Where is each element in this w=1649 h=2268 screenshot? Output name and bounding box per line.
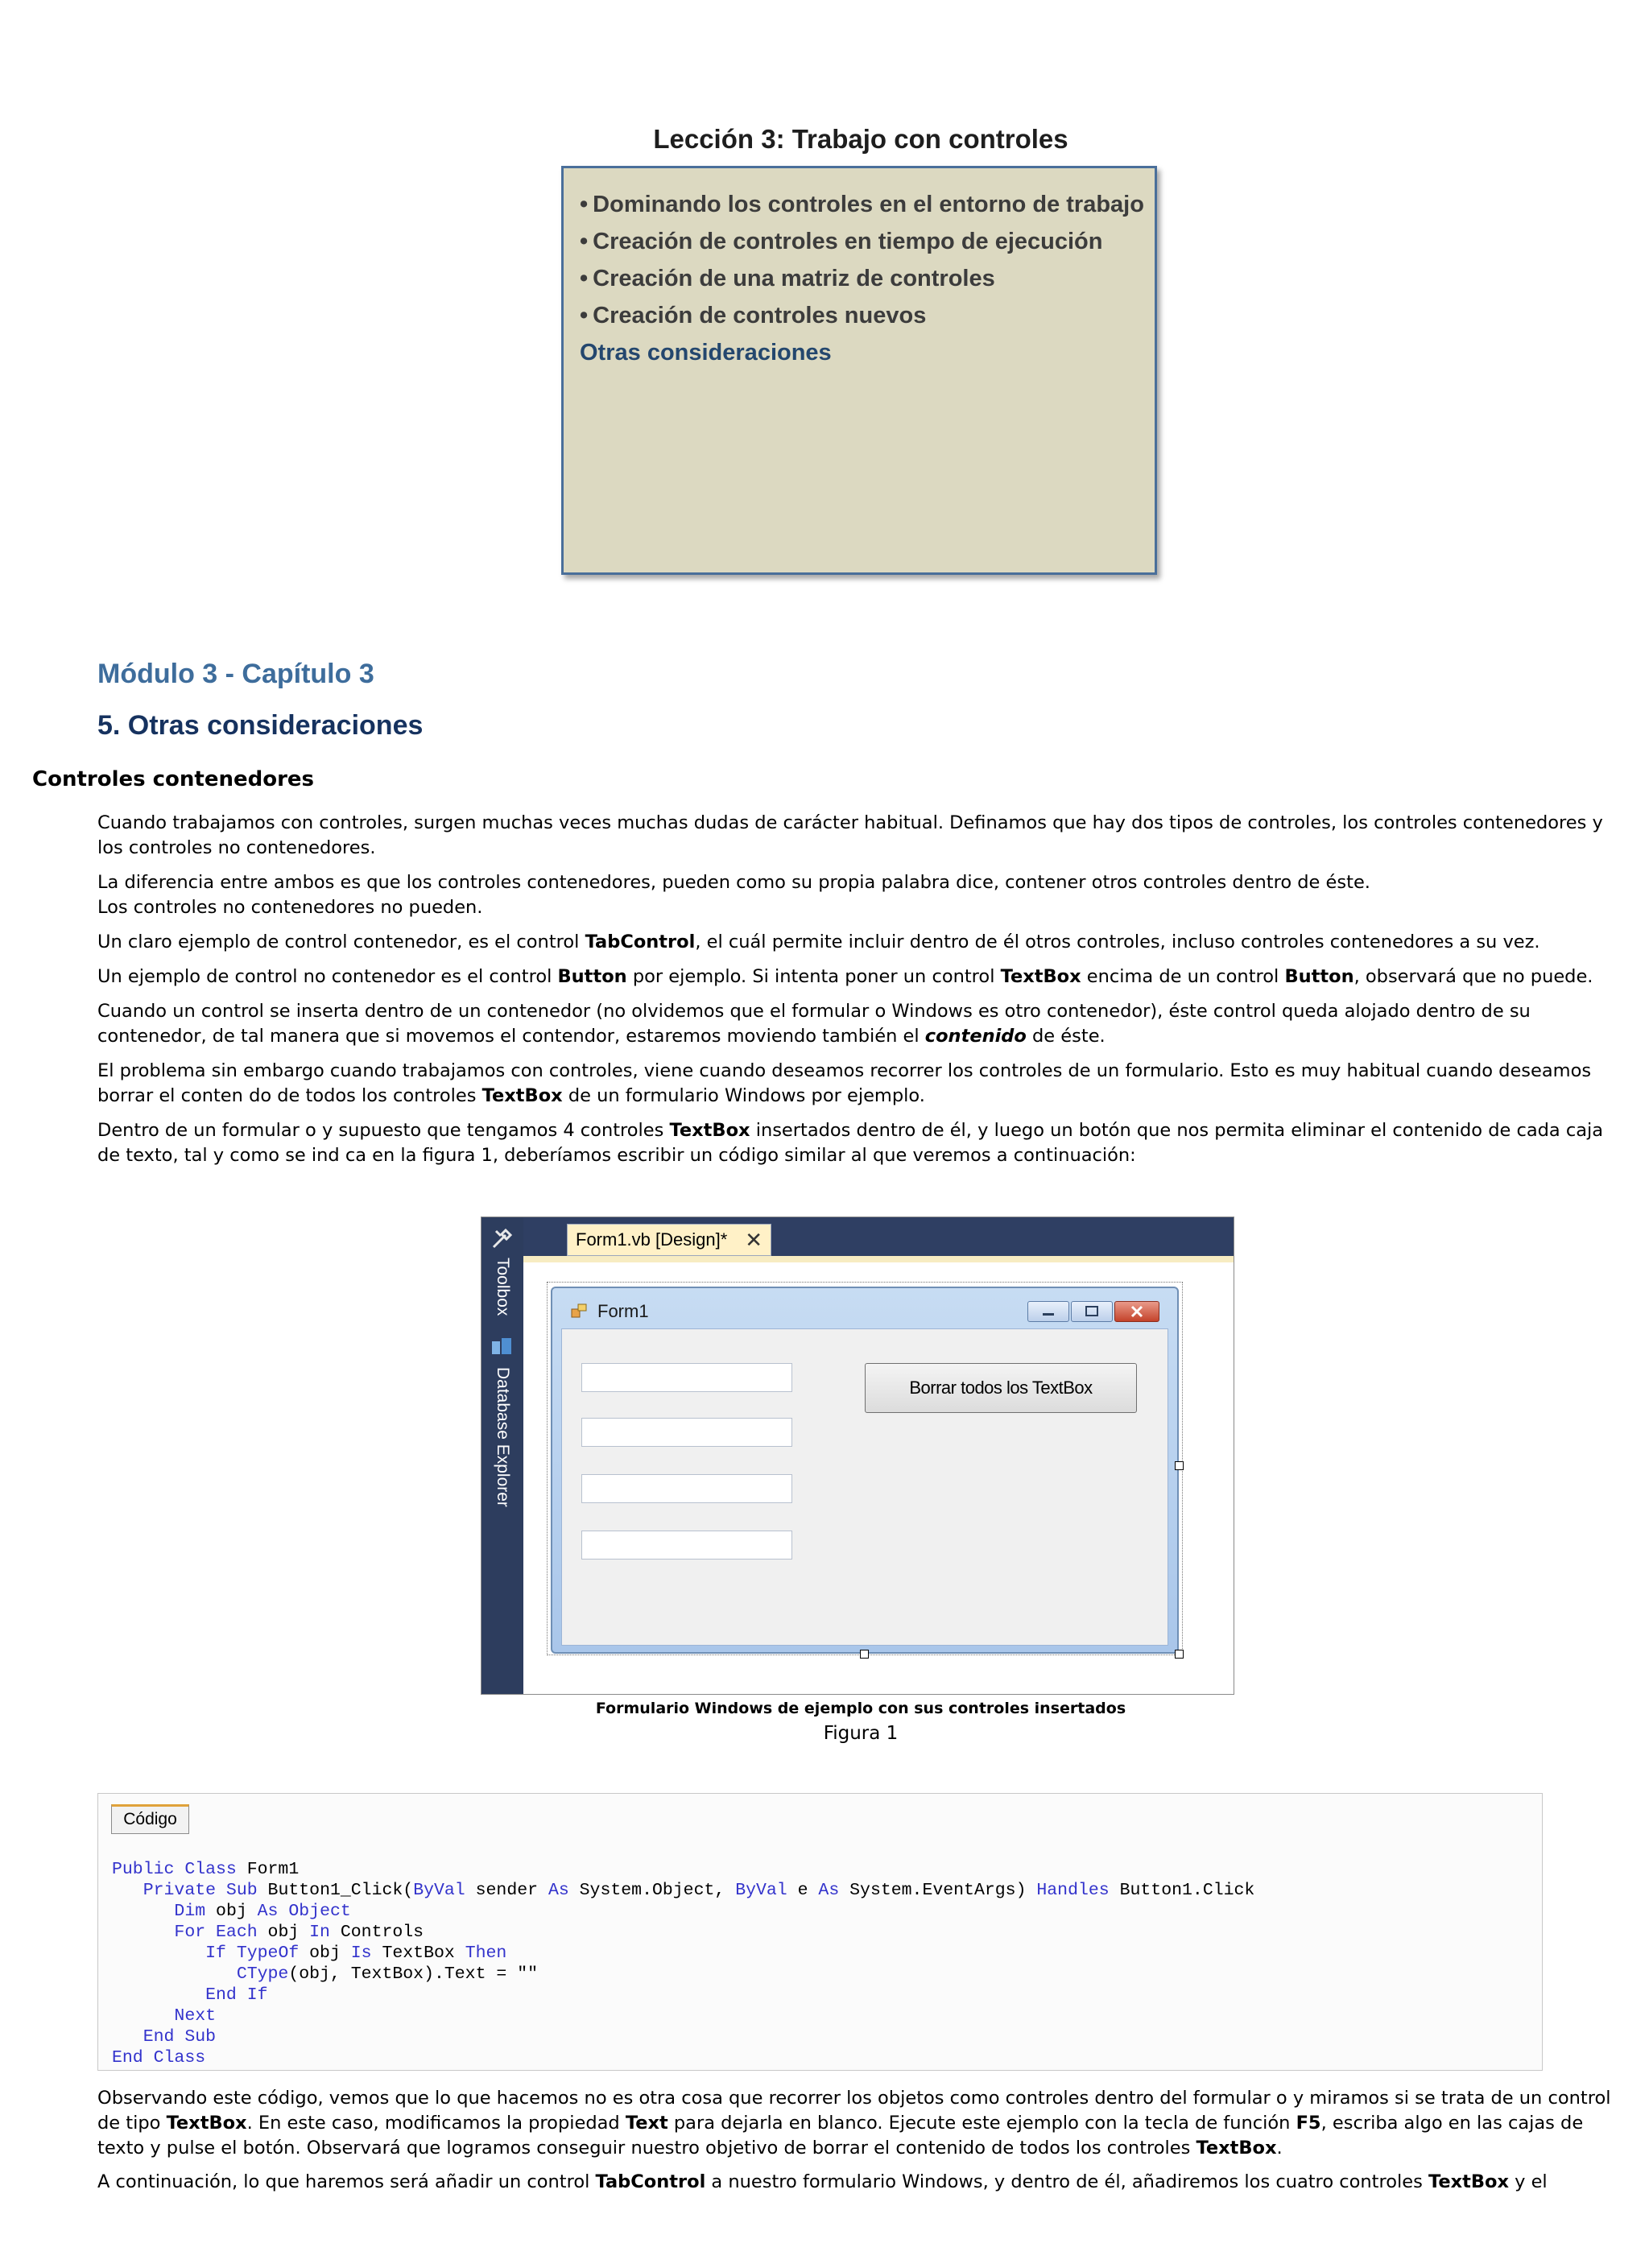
module-title: Módulo 3 - Capítulo 3 bbox=[97, 659, 374, 689]
form-client-area bbox=[561, 1328, 1168, 1646]
code-text bbox=[112, 1902, 174, 1921]
code-keyword: CType bbox=[236, 1964, 289, 1984]
code-line bbox=[112, 1880, 1254, 1901]
code-line bbox=[112, 2047, 1254, 2068]
paragraph: La diferencia entre ambos es que los controles contenedores, pueden como su propia palabra dice, contener otros controles dentro de éste. Los controles no contenedores no pueden. bbox=[97, 872, 1370, 918]
code-keyword: If TypeOf bbox=[205, 1944, 300, 1963]
code-text: TextBox bbox=[371, 1944, 465, 1963]
code-line bbox=[112, 2026, 1254, 2047]
code-text bbox=[112, 1964, 237, 1984]
database-explorer-tab[interactable]: Database Explorer bbox=[494, 1367, 512, 1507]
code-text: obj bbox=[205, 1902, 258, 1921]
code-text: Button1_Click( bbox=[257, 1881, 414, 1900]
paragraph: El problema sin embargo cuando trabajamos con controles, viene cuando deseamos recorrer los controles de un formulario. Esto es muy habitual cuando deseamos borrar el conten do de todos los controles TextBox de un formulario Windows por ejemplo. bbox=[97, 1060, 1592, 1106]
resize-handle-bottom[interactable] bbox=[860, 1650, 869, 1659]
code-keyword: Handles bbox=[1036, 1881, 1110, 1900]
code-block bbox=[97, 1793, 1543, 2071]
paragraph: Un ejemplo de control no contenedor es el control Button por ejemplo. Si intenta poner un control TextBox encima de un control Button, observará que no puede. bbox=[97, 966, 1593, 987]
textbox-1[interactable] bbox=[581, 1363, 792, 1392]
code-keyword: ByVal bbox=[735, 1881, 787, 1900]
code-text: obj bbox=[257, 1923, 310, 1942]
code-line bbox=[112, 1922, 1254, 1943]
code-line bbox=[112, 1985, 1254, 2006]
maximize-icon bbox=[1072, 1302, 1112, 1321]
code-text: (obj, TextBox).Text = "" bbox=[288, 1964, 538, 1984]
code-keyword: Dim bbox=[174, 1902, 206, 1921]
lesson-slide bbox=[561, 166, 1157, 575]
code-text bbox=[112, 1944, 205, 1963]
code-text: System.EventArgs) bbox=[839, 1881, 1037, 1900]
article-body bbox=[97, 811, 1615, 1178]
textbox-2[interactable] bbox=[581, 1418, 792, 1447]
code-text bbox=[112, 1923, 174, 1942]
code-keyword: ByVal bbox=[413, 1881, 465, 1900]
ide-side-panel bbox=[481, 1217, 523, 1695]
code-text: obj bbox=[299, 1944, 351, 1963]
tab-form1-design[interactable]: Form1.vb [Design]* ✕ bbox=[567, 1224, 771, 1256]
code-keyword: End If bbox=[205, 1985, 268, 2005]
figure-label: Figura 1 bbox=[823, 1723, 899, 1744]
slide-current-topic: Otras consideraciones bbox=[580, 340, 832, 366]
slide-topic-item: • Dominando los controles en el entorno de trabajo bbox=[580, 192, 1144, 217]
code-line bbox=[112, 1901, 1254, 1922]
code-text: Form1 bbox=[236, 1860, 300, 1879]
toolbox-tab[interactable]: Toolbox bbox=[494, 1258, 512, 1316]
minimize-icon bbox=[1028, 1302, 1068, 1321]
code-line bbox=[112, 2006, 1254, 2026]
bullet-icon: • bbox=[580, 303, 589, 328]
paragraph: Un claro ejemplo de control contenedor, es el control TabControl, el cuál permite incluir dentro de él otros controles, incluso controles contenedores a su vez. bbox=[97, 932, 1540, 952]
close-button[interactable] bbox=[1114, 1301, 1159, 1322]
code-text: e bbox=[787, 1881, 819, 1900]
code-keyword: Public Class bbox=[112, 1860, 237, 1879]
code-line bbox=[112, 1859, 1254, 1880]
code-keyword: End Sub bbox=[143, 2027, 217, 2047]
code-text bbox=[112, 2027, 143, 2047]
slide-topic-list bbox=[580, 186, 1144, 334]
code-keyword: End Class bbox=[112, 2048, 206, 2068]
maximize-button[interactable] bbox=[1071, 1301, 1113, 1322]
code-text bbox=[112, 2006, 174, 2026]
paragraph: Cuando un control se inserta dentro de un contenedor (no olvidemos que el formular o Windows es otro contenedor), éste control queda alojado dentro de su contenedor, de tal manera que si movemos el contendor, estaremos moviendo también el contenido de éste. bbox=[97, 1001, 1531, 1047]
code-keyword: Private Sub bbox=[143, 1881, 258, 1900]
code-text bbox=[112, 1881, 143, 1900]
figure-caption: Formulario Windows de ejemplo con sus controles insertados bbox=[595, 1700, 1126, 1717]
code-keyword: As bbox=[818, 1881, 840, 1900]
tab-underline bbox=[523, 1256, 1234, 1262]
code-text: System.Object, bbox=[568, 1881, 736, 1900]
code-tab[interactable]: Código bbox=[111, 1804, 189, 1834]
minimize-button[interactable] bbox=[1027, 1301, 1069, 1322]
code-text: Button1.Click bbox=[1109, 1881, 1255, 1900]
slide-title: Lección 3: Trabajo con controles bbox=[653, 124, 1068, 154]
article-body-continued bbox=[97, 2086, 1615, 2204]
close-icon bbox=[1115, 1302, 1159, 1321]
designer-screenshot bbox=[481, 1217, 1234, 1695]
database-explorer-icon bbox=[490, 1335, 514, 1359]
code-keyword: As Object bbox=[257, 1902, 351, 1921]
toolbox-icon bbox=[490, 1227, 514, 1251]
form-caption: Form1 bbox=[597, 1301, 649, 1321]
code-keyword: For Each bbox=[174, 1923, 258, 1942]
code-keyword: As bbox=[548, 1881, 569, 1900]
slide-topic-item: • Creación de controles nuevos bbox=[580, 303, 927, 328]
section-title: 5. Otras consideraciones bbox=[97, 710, 424, 741]
bullet-icon: • bbox=[580, 192, 589, 217]
document-tabstrip bbox=[523, 1217, 1234, 1256]
code-listing bbox=[112, 1859, 1254, 2068]
subsection-title: Controles contenedores bbox=[32, 767, 315, 791]
textbox-3[interactable] bbox=[581, 1474, 792, 1503]
slide-topic-item: • Creación de controles en tiempo de ejecución bbox=[580, 229, 1103, 254]
close-icon[interactable]: ✕ bbox=[745, 1228, 763, 1252]
code-keyword: In bbox=[309, 1923, 330, 1942]
code-line bbox=[112, 1943, 1254, 1964]
textbox-4[interactable] bbox=[581, 1531, 792, 1560]
paragraph: A continuación, lo que haremos será añadir un control TabControl a nuestro formulario Windows, y dentro de él, añadiremos los cuatro controles TextBox y el bbox=[97, 2171, 1548, 2192]
paragraph: Cuando trabajamos con controles, surgen muchas veces muchas dudas de carácter habitual. Definamos que hay dos tipos de controles, los controles contenedores y los controles no contenedores. bbox=[97, 812, 1603, 858]
code-line bbox=[112, 1964, 1254, 1985]
code-text bbox=[112, 1985, 205, 2005]
form-app-icon bbox=[570, 1303, 589, 1320]
resize-handle-right[interactable] bbox=[1175, 1461, 1184, 1470]
code-keyword: Is bbox=[350, 1944, 372, 1963]
code-text: sender bbox=[465, 1881, 548, 1900]
slide-topic-item: • Creación de una matriz de controles bbox=[580, 266, 995, 291]
clear-textboxes-button[interactable]: Borrar todos los TextBox bbox=[865, 1363, 1137, 1413]
paragraph: Dentro de un formular o y supuesto que tengamos 4 controles TextBox insertados dentro de él, y luego un botón que nos permita eliminar el contenido de cada caja de texto, tal y como se ind ca en la figura 1, deberíamos escribir un código similar al que veremos a continuación: bbox=[97, 1120, 1604, 1166]
code-keyword: Next bbox=[174, 2006, 217, 2026]
resize-handle-corner[interactable] bbox=[1175, 1650, 1184, 1659]
code-text: Controls bbox=[329, 1923, 424, 1942]
bullet-icon: • bbox=[580, 266, 589, 291]
form1-window[interactable] bbox=[551, 1287, 1179, 1654]
paragraph: Observando este código, vemos que lo que hacemos no es otra cosa que recorrer los objetos como controles dentro del formular o y miramos si se trata de un control de tipo TextBox. En este caso, modificamos la propiedad Text para dejarla en blanco. Ejecute este ejemplo con la tecla de función F5, escriba algo en las cajas de texto y pulse el botón. Observará que logramos conseguir nuestro objetivo de borrar el contenido de todos los controles TextBox. bbox=[97, 2088, 1611, 2159]
bullet-icon: • bbox=[580, 229, 589, 254]
code-keyword: Then bbox=[465, 1944, 507, 1963]
